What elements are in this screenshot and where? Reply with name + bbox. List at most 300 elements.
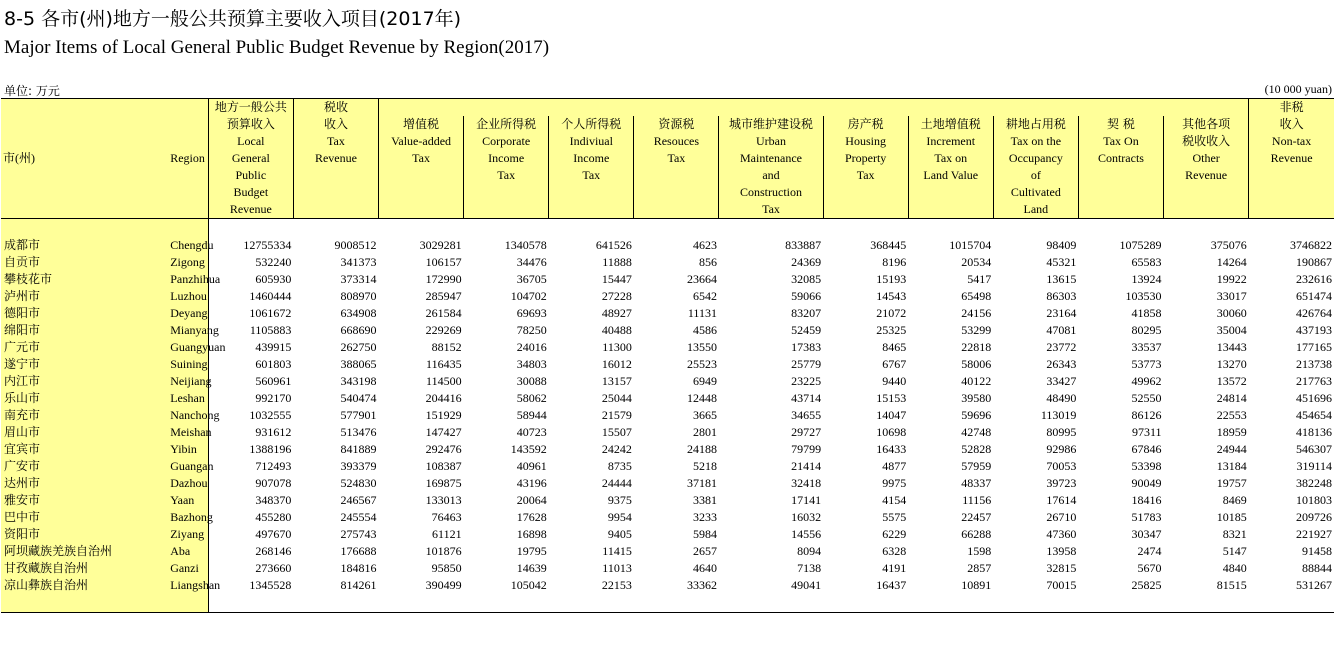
cell-region: Liangshan bbox=[134, 577, 208, 594]
cell-city: 南充市 bbox=[1, 407, 134, 424]
header-line: Land Value bbox=[923, 168, 979, 182]
cell-value: 4191 bbox=[882, 561, 907, 575]
cell-value: 14264 bbox=[1216, 255, 1247, 269]
header-line: 收入 bbox=[323, 117, 348, 131]
cell-value: 341373 bbox=[340, 255, 377, 269]
cell-value: 4840 bbox=[1222, 561, 1247, 575]
cell-city: 凉山彝族自治州 bbox=[1, 577, 134, 594]
cell-value: 497670 bbox=[255, 527, 292, 541]
cell-value: 30347 bbox=[1131, 527, 1162, 541]
cell-value: 19922 bbox=[1216, 272, 1247, 286]
cell-value: 10698 bbox=[876, 425, 907, 439]
table-row bbox=[1, 441, 1334, 458]
cell-value: 273660 bbox=[255, 561, 292, 575]
cell-value: 641526 bbox=[595, 238, 632, 252]
table-row bbox=[1, 254, 1334, 271]
revenue-table bbox=[1, 98, 1334, 613]
cell-city: 遂宁市 bbox=[1, 356, 134, 373]
cell-value: 25044 bbox=[601, 391, 632, 405]
cell-value: 292476 bbox=[425, 442, 462, 456]
table-row bbox=[1, 560, 1334, 577]
cell-value: 101876 bbox=[425, 544, 462, 558]
cell-value: 151929 bbox=[425, 408, 462, 422]
cell-value: 65498 bbox=[961, 289, 992, 303]
header-line: Tax On bbox=[1103, 134, 1139, 148]
cell-value: 209726 bbox=[1296, 510, 1332, 524]
table-row bbox=[1, 305, 1334, 322]
cell-value: 7138 bbox=[797, 561, 822, 575]
cell-value: 18959 bbox=[1216, 425, 1247, 439]
cell-value: 833887 bbox=[785, 238, 822, 252]
cell-city: 雅安市 bbox=[1, 492, 134, 509]
cell-value: 51783 bbox=[1131, 510, 1162, 524]
cell-value: 26343 bbox=[1046, 357, 1077, 371]
cell-value: 6949 bbox=[692, 374, 717, 388]
cell-city: 绵阳市 bbox=[1, 322, 134, 339]
cell-value: 14543 bbox=[876, 289, 907, 303]
cell-region: Dazhou bbox=[134, 475, 208, 492]
cell-value: 9008512 bbox=[334, 238, 377, 252]
header-line: Housing bbox=[845, 134, 886, 148]
cell-value: 17141 bbox=[791, 493, 822, 507]
cell-value: 8735 bbox=[607, 459, 632, 473]
cell-value: 1460444 bbox=[249, 289, 292, 303]
cell-value: 26710 bbox=[1046, 510, 1077, 524]
cell-value: 48337 bbox=[961, 476, 992, 490]
cell-region: Nanchong bbox=[134, 407, 208, 424]
cell-value: 373314 bbox=[340, 272, 377, 286]
cell-value: 388065 bbox=[340, 357, 377, 371]
header-housing-tax bbox=[823, 116, 908, 219]
cell-value: 95850 bbox=[431, 561, 462, 575]
cell-city: 资阳市 bbox=[1, 526, 134, 543]
cell-value: 37181 bbox=[686, 476, 717, 490]
cell-value: 92986 bbox=[1046, 442, 1077, 456]
cell-value: 992170 bbox=[255, 391, 292, 405]
cell-value: 80995 bbox=[1046, 425, 1077, 439]
cell-value: 70015 bbox=[1046, 578, 1077, 592]
cell-value: 262750 bbox=[340, 340, 377, 354]
cell-value: 58062 bbox=[516, 391, 547, 405]
cell-value: 61121 bbox=[432, 527, 462, 541]
cell-value: 40122 bbox=[961, 374, 992, 388]
cell-value: 8469 bbox=[1222, 493, 1247, 507]
cell-value: 88844 bbox=[1302, 561, 1332, 575]
cell-value: 8321 bbox=[1222, 527, 1247, 541]
cell-value: 11300 bbox=[602, 340, 632, 354]
cell-value: 19795 bbox=[516, 544, 547, 558]
cell-value: 86126 bbox=[1131, 408, 1162, 422]
cell-value: 23225 bbox=[791, 374, 822, 388]
cell-value: 540474 bbox=[340, 391, 377, 405]
header-individual-tax bbox=[549, 116, 634, 219]
cell-value: 217763 bbox=[1296, 374, 1332, 388]
cell-region: Neijiang bbox=[134, 373, 208, 390]
header-line: Public bbox=[235, 168, 267, 182]
cell-value: 53299 bbox=[961, 323, 992, 337]
header-tax-revenue bbox=[293, 99, 378, 219]
header-line: Urban bbox=[756, 134, 786, 148]
cell-value: 48927 bbox=[601, 306, 632, 320]
cell-region: Panzhihua bbox=[134, 271, 208, 288]
cell-value: 42748 bbox=[961, 425, 992, 439]
cell-value: 16032 bbox=[791, 510, 822, 524]
cell-value: 221927 bbox=[1296, 527, 1332, 541]
cell-value: 2474 bbox=[1137, 544, 1162, 558]
cell-city: 内江市 bbox=[1, 373, 134, 390]
cell-value: 5417 bbox=[967, 272, 992, 286]
table-row bbox=[1, 271, 1334, 288]
cell-value: 16433 bbox=[876, 442, 907, 456]
header-line: 城市维护建设税 bbox=[729, 117, 814, 131]
cell-value: 34655 bbox=[791, 408, 822, 422]
header-line: of bbox=[1030, 168, 1041, 182]
cell-value: 531267 bbox=[1296, 578, 1332, 592]
cell-value: 78250 bbox=[516, 323, 547, 337]
cell-value: 5218 bbox=[692, 459, 717, 473]
header-line: Local bbox=[237, 134, 265, 148]
header-line: Tax on the bbox=[1010, 134, 1062, 148]
cell-value: 32815 bbox=[1046, 561, 1077, 575]
cell-value: 36705 bbox=[516, 272, 547, 286]
cell-value: 14639 bbox=[516, 561, 547, 575]
header-line: 个人所得税 bbox=[561, 117, 622, 131]
cell-value: 245554 bbox=[340, 510, 377, 524]
cell-value: 1075289 bbox=[1119, 238, 1162, 252]
cell-value: 1340578 bbox=[504, 238, 547, 252]
header-line: 企业所得税 bbox=[476, 117, 537, 131]
cell-city: 成都市 bbox=[1, 237, 134, 254]
cell-value: 382248 bbox=[1296, 476, 1332, 490]
cell-value: 21414 bbox=[791, 459, 822, 473]
cell-value: 22818 bbox=[961, 340, 992, 354]
cell-value: 53773 bbox=[1131, 357, 1162, 371]
cell-value: 261584 bbox=[425, 306, 462, 320]
cell-value: 33362 bbox=[686, 578, 717, 592]
cell-value: 3233 bbox=[692, 510, 717, 524]
cell-value: 24814 bbox=[1216, 391, 1247, 405]
table-row bbox=[1, 407, 1334, 424]
header-line: Income bbox=[573, 151, 610, 165]
header-line: Tax bbox=[667, 151, 686, 165]
cell-value: 9975 bbox=[882, 476, 907, 490]
cell-value: 52550 bbox=[1131, 391, 1162, 405]
cell-value: 5575 bbox=[882, 510, 907, 524]
cell-value: 104702 bbox=[510, 289, 547, 303]
cell-value: 25825 bbox=[1131, 578, 1162, 592]
cell-value: 69693 bbox=[516, 306, 547, 320]
cell-value: 8196 bbox=[882, 255, 907, 269]
cell-value: 13615 bbox=[1046, 272, 1077, 286]
cell-value: 24156 bbox=[961, 306, 992, 320]
cell-value: 20064 bbox=[516, 493, 547, 507]
cell-value: 30088 bbox=[516, 374, 547, 388]
cell-value: 66288 bbox=[961, 527, 992, 541]
table-row bbox=[1, 373, 1334, 390]
cell-value: 33017 bbox=[1216, 289, 1247, 303]
page-title-cn: 8-5 各市(州)地方一般公共预算主要收入项目(2017年) bbox=[4, 8, 462, 30]
cell-value: 15507 bbox=[601, 425, 632, 439]
table-row bbox=[1, 237, 1334, 254]
cell-value: 11415 bbox=[602, 544, 632, 558]
header-line: Contracts bbox=[1097, 151, 1144, 165]
header-farmland-tax bbox=[993, 116, 1078, 219]
header-general-revenue bbox=[208, 99, 293, 219]
cell-value: 97311 bbox=[1131, 425, 1162, 439]
cell-value: 16012 bbox=[601, 357, 632, 371]
header-line: 资源税 bbox=[658, 117, 695, 131]
header-line: Maintenance bbox=[740, 151, 802, 165]
cell-city: 自贡市 bbox=[1, 254, 134, 271]
cell-value: 67846 bbox=[1131, 442, 1162, 456]
cell-region: Bazhong bbox=[134, 509, 208, 526]
cell-value: 23664 bbox=[686, 272, 717, 286]
header-line: Tax bbox=[856, 168, 875, 182]
cell-city: 泸州市 bbox=[1, 288, 134, 305]
cell-value: 52459 bbox=[791, 323, 822, 337]
cell-value: 90049 bbox=[1131, 476, 1162, 490]
cell-value: 15193 bbox=[876, 272, 907, 286]
cell-value: 59066 bbox=[791, 289, 822, 303]
cell-value: 133013 bbox=[425, 493, 462, 507]
cell-value: 5984 bbox=[692, 527, 717, 541]
cell-value: 532240 bbox=[255, 255, 292, 269]
cell-value: 169875 bbox=[425, 476, 462, 490]
header-line: Tax bbox=[497, 168, 516, 182]
cell-value: 108387 bbox=[425, 459, 462, 473]
cell-value: 25325 bbox=[876, 323, 907, 337]
cell-value: 91458 bbox=[1302, 544, 1332, 558]
table-row bbox=[1, 322, 1334, 339]
cell-value: 40961 bbox=[516, 459, 547, 473]
cell-value: 712493 bbox=[255, 459, 292, 473]
cell-value: 4623 bbox=[692, 238, 717, 252]
cell-value: 12448 bbox=[686, 391, 717, 405]
cell-value: 18416 bbox=[1131, 493, 1162, 507]
header-nontax-revenue bbox=[1249, 99, 1334, 219]
cell-value: 1598 bbox=[967, 544, 992, 558]
cell-value: 11013 bbox=[602, 561, 632, 575]
cell-city: 德阳市 bbox=[1, 305, 134, 322]
table-body bbox=[1, 219, 1334, 613]
cell-value: 6328 bbox=[882, 544, 907, 558]
cell-value: 13270 bbox=[1216, 357, 1247, 371]
cell-value: 390499 bbox=[425, 578, 462, 592]
cell-value: 40488 bbox=[601, 323, 632, 337]
cell-value: 41858 bbox=[1131, 306, 1162, 320]
cell-value: 143592 bbox=[510, 442, 547, 456]
header-line: Land bbox=[1023, 202, 1049, 216]
cell-value: 24444 bbox=[601, 476, 632, 490]
header-line: Resouces bbox=[653, 134, 700, 148]
header-line: Non-tax bbox=[1271, 134, 1312, 148]
cell-value: 58006 bbox=[961, 357, 992, 371]
cell-value: 70053 bbox=[1046, 459, 1077, 473]
cell-region: Ganzi bbox=[134, 560, 208, 577]
header-line: 税收收入 bbox=[1182, 134, 1231, 148]
cell-value: 6229 bbox=[882, 527, 907, 541]
cell-value: 177165 bbox=[1296, 340, 1332, 354]
header-line: Indiviual bbox=[569, 134, 613, 148]
cell-city: 巴中市 bbox=[1, 509, 134, 526]
table-header bbox=[1, 99, 1334, 219]
cell-value: 841889 bbox=[340, 442, 377, 456]
cell-value: 49962 bbox=[1131, 374, 1162, 388]
cell-value: 172990 bbox=[425, 272, 462, 286]
cell-value: 17383 bbox=[791, 340, 822, 354]
cell-value: 22553 bbox=[1216, 408, 1247, 422]
cell-value: 13157 bbox=[601, 374, 632, 388]
cell-value: 6767 bbox=[882, 357, 907, 371]
cell-value: 13443 bbox=[1216, 340, 1247, 354]
cell-value: 24188 bbox=[686, 442, 717, 456]
cell-value: 47081 bbox=[1046, 323, 1077, 337]
header-line: 土地增值税 bbox=[920, 117, 981, 131]
cell-value: 451696 bbox=[1296, 391, 1332, 405]
header-line: and bbox=[762, 168, 780, 182]
header-line: Property bbox=[844, 151, 887, 165]
header-region: Region bbox=[134, 99, 208, 219]
cell-value: 34803 bbox=[516, 357, 547, 371]
header-deed-tax bbox=[1078, 116, 1163, 219]
cell-value: 13958 bbox=[1046, 544, 1077, 558]
cell-value: 268146 bbox=[255, 544, 292, 558]
cell-value: 3665 bbox=[692, 408, 717, 422]
header-vat bbox=[379, 116, 464, 219]
header-line: Budget bbox=[233, 185, 269, 199]
cell-value: 4154 bbox=[882, 493, 907, 507]
cell-value: 45321 bbox=[1046, 255, 1077, 269]
cell-value: 53398 bbox=[1131, 459, 1162, 473]
cell-value: 8465 bbox=[882, 340, 907, 354]
cell-region: Guangyuan bbox=[134, 339, 208, 356]
cell-value: 13550 bbox=[686, 340, 717, 354]
cell-value: 14047 bbox=[876, 408, 907, 422]
cell-value: 12755334 bbox=[243, 238, 292, 252]
cell-value: 9405 bbox=[607, 527, 632, 541]
header-line: Tax bbox=[327, 134, 345, 148]
cell-value: 59696 bbox=[961, 408, 992, 422]
header-line: Tax on bbox=[934, 151, 968, 165]
cell-value: 285947 bbox=[425, 289, 462, 303]
header-line: Value-added bbox=[391, 134, 452, 148]
header-line: 预算收入 bbox=[226, 117, 275, 131]
cell-value: 11888 bbox=[602, 255, 632, 269]
table-row bbox=[1, 390, 1334, 407]
cell-city: 眉山市 bbox=[1, 424, 134, 441]
cell-value: 58944 bbox=[516, 408, 547, 422]
cell-value: 34476 bbox=[516, 255, 547, 269]
cell-value: 98409 bbox=[1046, 238, 1077, 252]
cell-value: 22457 bbox=[961, 510, 992, 524]
cell-value: 546307 bbox=[1296, 442, 1332, 456]
cell-value: 229269 bbox=[425, 323, 462, 337]
cell-value: 47360 bbox=[1046, 527, 1077, 541]
cell-city: 宜宾市 bbox=[1, 441, 134, 458]
cell-value: 856 bbox=[698, 255, 717, 269]
cell-value: 13924 bbox=[1131, 272, 1162, 286]
table-row bbox=[1, 526, 1334, 543]
table-row bbox=[1, 577, 1334, 594]
header-line: Income bbox=[488, 151, 525, 165]
cell-value: 204416 bbox=[425, 391, 462, 405]
cell-value: 39580 bbox=[961, 391, 992, 405]
cell-value: 57959 bbox=[961, 459, 992, 473]
header-line: General bbox=[231, 151, 270, 165]
cell-value: 2657 bbox=[692, 544, 717, 558]
cell-value: 454654 bbox=[1296, 408, 1332, 422]
cell-value: 577901 bbox=[340, 408, 377, 422]
cell-value: 668690 bbox=[340, 323, 377, 337]
cell-region: Ziyang bbox=[134, 526, 208, 543]
cell-value: 8094 bbox=[797, 544, 822, 558]
cell-value: 1105883 bbox=[249, 323, 292, 337]
cell-region: Luzhou bbox=[134, 288, 208, 305]
cell-region: Leshan bbox=[134, 390, 208, 407]
table-row bbox=[1, 424, 1334, 441]
cell-value: 232616 bbox=[1296, 272, 1332, 286]
cell-value: 931612 bbox=[255, 425, 292, 439]
cell-value: 23164 bbox=[1046, 306, 1077, 320]
cell-value: 103530 bbox=[1125, 289, 1162, 303]
header-resource-tax bbox=[634, 116, 719, 219]
cell-value: 10185 bbox=[1216, 510, 1247, 524]
cell-value: 190867 bbox=[1296, 255, 1332, 269]
cell-value: 814261 bbox=[340, 578, 377, 592]
header-land-increment-tax bbox=[908, 116, 993, 219]
cell-value: 24242 bbox=[601, 442, 632, 456]
cell-value: 21579 bbox=[601, 408, 632, 422]
cell-value: 23772 bbox=[1046, 340, 1077, 354]
cell-value: 2801 bbox=[692, 425, 717, 439]
cell-value: 43714 bbox=[791, 391, 822, 405]
cell-value: 375076 bbox=[1210, 238, 1247, 252]
cell-value: 86303 bbox=[1046, 289, 1077, 303]
table-row bbox=[1, 543, 1334, 560]
cell-value: 808970 bbox=[340, 289, 377, 303]
cell-value: 651474 bbox=[1296, 289, 1332, 303]
cell-city: 乐山市 bbox=[1, 390, 134, 407]
cell-value: 33537 bbox=[1131, 340, 1162, 354]
header-corporate-tax bbox=[464, 116, 549, 219]
cell-value: 11156 bbox=[962, 493, 992, 507]
cell-value: 10891 bbox=[961, 578, 992, 592]
cell-value: 48490 bbox=[1046, 391, 1077, 405]
cell-value: 4586 bbox=[692, 323, 717, 337]
cell-value: 22153 bbox=[601, 578, 632, 592]
cell-value: 2857 bbox=[967, 561, 992, 575]
cell-value: 25779 bbox=[791, 357, 822, 371]
cell-value: 116435 bbox=[426, 357, 462, 371]
cell-value: 88152 bbox=[431, 340, 462, 354]
cell-value: 80295 bbox=[1131, 323, 1162, 337]
cell-region: Meishan bbox=[134, 424, 208, 441]
cell-value: 19757 bbox=[1216, 476, 1247, 490]
cell-value: 35004 bbox=[1216, 323, 1247, 337]
cell-region: Zigong bbox=[134, 254, 208, 271]
header-line: Revenue bbox=[1185, 168, 1228, 182]
cell-value: 32085 bbox=[791, 272, 822, 286]
cell-value: 3029281 bbox=[419, 238, 462, 252]
cell-value: 513476 bbox=[340, 425, 377, 439]
header-line: Cultivated bbox=[1010, 185, 1061, 199]
cell-city: 达州市 bbox=[1, 475, 134, 492]
cell-value: 437193 bbox=[1296, 323, 1332, 337]
cell-region: Guangan bbox=[134, 458, 208, 475]
header-other-tax bbox=[1164, 116, 1249, 219]
cell-value: 16898 bbox=[516, 527, 547, 541]
cell-value: 1032555 bbox=[249, 408, 292, 422]
